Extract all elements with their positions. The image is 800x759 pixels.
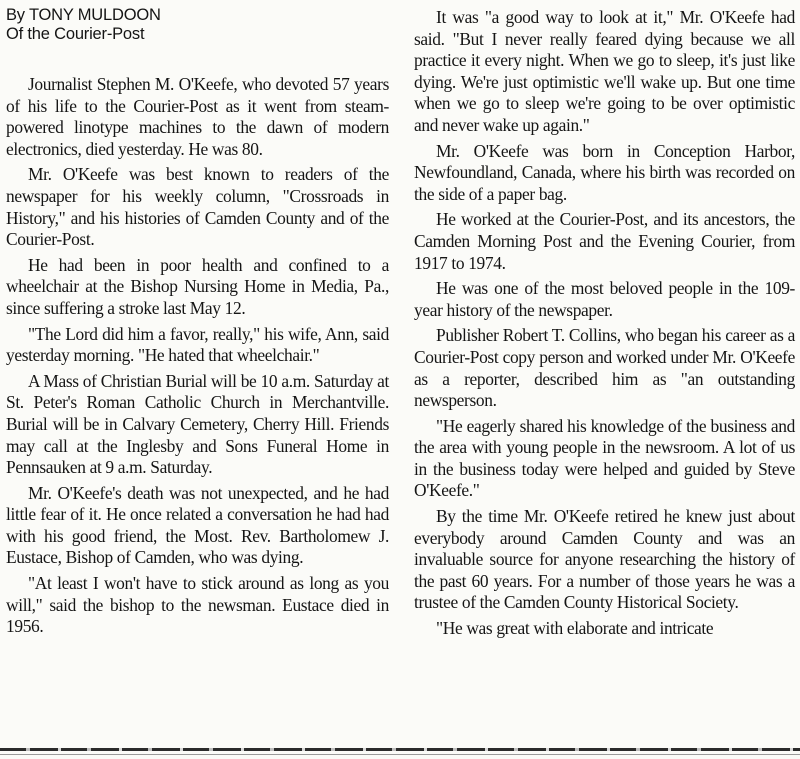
article-paragraph: It was "a good way to look at it," Mr. O'Keefe had said. "But I never really feared dying because we all practice it every night. When we go to sleep, it's just like dying. We're just optimistic we'll wake up. But one time when we go to sleep we're going to be over optimistic and never wake up again." [414,7,795,135]
article-paragraph: "He was great with elaborate and intricate [436,618,714,639]
left-column [6,0,389,642]
article-paragraph: Mr. O'Keefe's death was not unexpected, and he had little fear of it. He once related a conversation he had had with his good friend, the Most. Rev. Bartholomew J. Eustace, Bishop of Camden, who was dying. [6,482,389,568]
bottom-rule [0,748,800,751]
bottom-rule-thin [0,754,800,755]
byline [6,6,389,44]
byline-affiliation: Of the Courier-Post [6,25,145,43]
right-column [414,0,795,644]
article-paragraph: A Mass of Christian Burial will be 10 a.m. Saturday at St. Peter's Roman Catholic Church in Merchantville. Burial will be in Calvary Cemetery, Cherry Hill. Friends may call at the Inglesby and Sons Funeral Home in Pennsauken at 9 a.m. Saturday. [6,370,389,478]
article-paragraph: By the time Mr. O'Keefe retired he knew just about everybody around Camden County and was an invaluable source for anyone researching the history of the past 60 years. For a number of those years he was a trustee of the Camden County Historical Society. [414,506,795,613]
byline-spacer [6,44,389,74]
article-paragraph: He worked at the Courier-Post, and its ancestors, the Camden Morning Post and the Evening Courier, from 1917 to 1974. [414,209,795,273]
article-paragraph: He was one of the most beloved people in the 109-year history of the newspaper. [414,278,795,320]
article-paragraph: "The Lord did him a favor, really," his wife, Ann, said yesterday morning. "He hated that wheelchair." [6,323,389,366]
article-paragraph: He had been in poor health and confined to a wheelchair at the Bishop Nursing Home in Media, Pa., since suffering a stroke last May 12. [6,254,389,318]
byline-author: By TONY MULDOON [6,6,161,24]
article-paragraph: "At least I won't have to stick around as long as you will," said the bishop to the newsman. Eustace died in 1956. [6,573,389,637]
article-paragraph: Mr. O'Keefe was best known to readers of the newspaper for his weekly column, "Crossroads in History," and his histories of Camden County and of the Courier-Post. [6,164,389,250]
article-paragraph: Publisher Robert T. Collins, who began his career as a Courier-Post copy person and worked under Mr. O'Keefe as a reporter, described him as "an outstanding newsperson. [414,325,795,411]
article-paragraph: Journalist Stephen M. O'Keefe, who devoted 57 years of his life to the Courier-Post as it went from steam-powered linotype machines to the dawn of modern electronics, died yesterday. He was 80. [6,74,389,159]
article-paragraph: "He eagerly shared his knowledge of the business and the area with young people in the newsroom. A lot of us in the business today were helped and guided by Steve O'Keefe." [414,415,795,501]
article-paragraph: Mr. O'Keefe was born in Conception Harbor, Newfoundland, Canada, where his birth was recorded on the side of a paper bag. [414,140,795,204]
